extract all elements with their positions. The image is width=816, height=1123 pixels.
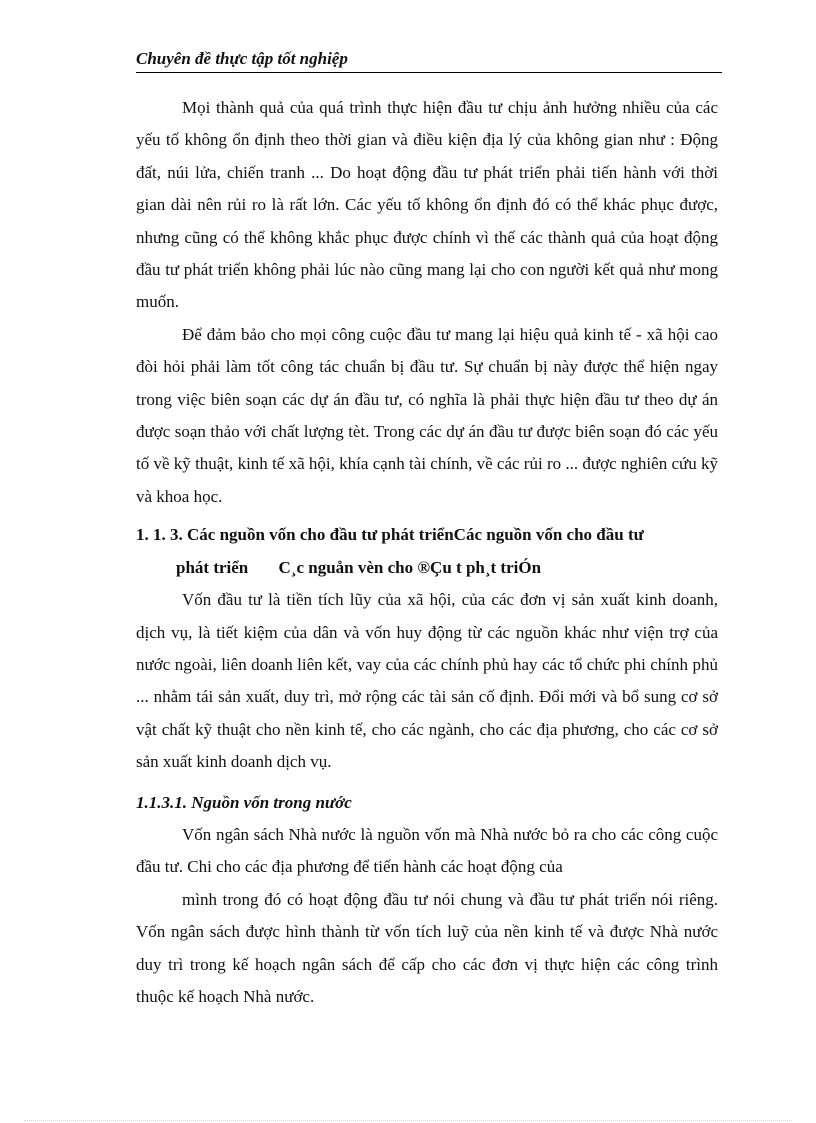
paragraph: Để đảm bảo cho mọi công cuộc đầu tư mang lại hiệu quả kinh tế - xã hội cao đòi hỏi phải làm tốt công tác chuẩn bị đầu tư. Sự chuẩn bị này được thể hiện ngay trong việc biên soạn các dự án đầu tư, có nghĩa là phải thực hiện đầu tư theo dự án được soạn thảo với chất lượng tèt. Trong các dự án đầu tư được biên soạn đó các yếu tố về kỹ thuật, kinh tế xã hội, khía cạnh tài chính, về các rủi ro ... được nghiên cứu kỹ và khoa học. [136,324,718,506]
section-heading-line2: phát triển [176,557,249,577]
paragraph: mình trong đó có hoạt động đầu tư nói chung và đầu tư phát triển nói riêng. Vốn ngân sách được hình thành từ vốn tích luỹ của nền kinh tế và được Nhà nước duy trì trong kế hoạch ngân sách để cấp cho các đơn vị thực hiện các công trình thuộc kế hoạch Nhà nước. [136,889,718,1006]
paragraph: Vốn đầu tư là tiền tích lũy của xã hội, của các đơn vị sản xuất kinh doanh, dịch vụ, là tiết kiệm của dân và vốn huy động từ các nguồn khác như viện trợ của nước ngoài, liên doanh liên kết, vay của các chính phủ hay các tổ chức phi chính phủ ... nhằm tái sản xuất, duy trì, mở rộng các tài sản cố định. Đổi mới và bổ sung cơ sở vật chất kỹ thuật cho nền kinh tế, cho các ngành, cho các địa phương, cho các cơ sở sản xuất kinh doanh dịch vụ. [136,590,718,772]
section-heading-line1: 1. 1. 3. Các nguồn vốn cho đầu tư phát triểnCác nguồn vốn cho đầu tư [136,525,644,545]
paragraph: Mọi thành quả của quá trình thực hiện đầu tư chịu ảnh hưởng nhiều của các yếu tố không ổn định theo thời gian và điều kiện địa lý của không gian như : Động đất, núi lửa, chiến tranh ... Do hoạt động đầu tư phát triển phải tiến hành với thời gian dài nên rủi ro là rất lớn. Các yếu tố không ổn định đó có thể khác phục được, nhưng cũng có thể không khắc phục được chính vì thế các thành quả của hoạt động đầu tư phát triển không phải lúc nào cũng mang lại cho con người kết quả như mong muốn. [136,98,718,312]
subsection-heading: 1.1.3.1. Nguồn vốn trong nước [136,792,352,812]
paragraph: Vốn ngân sách Nhà nước là nguồn vốn mà Nhà nước bỏ ra cho các công cuộc đầu tư. Chi cho các địa phương để tiến hành các hoạt động của [136,824,718,877]
section-heading [136,519,718,584]
page-header: Chuyên đề thực tập tốt nghiệp [136,49,722,73]
document-body [136,92,718,1013]
section-heading-garbled: C¸c nguån vèn cho ®Çu t ph¸t triÓn [278,557,542,577]
page-bottom-border [24,1120,792,1121]
